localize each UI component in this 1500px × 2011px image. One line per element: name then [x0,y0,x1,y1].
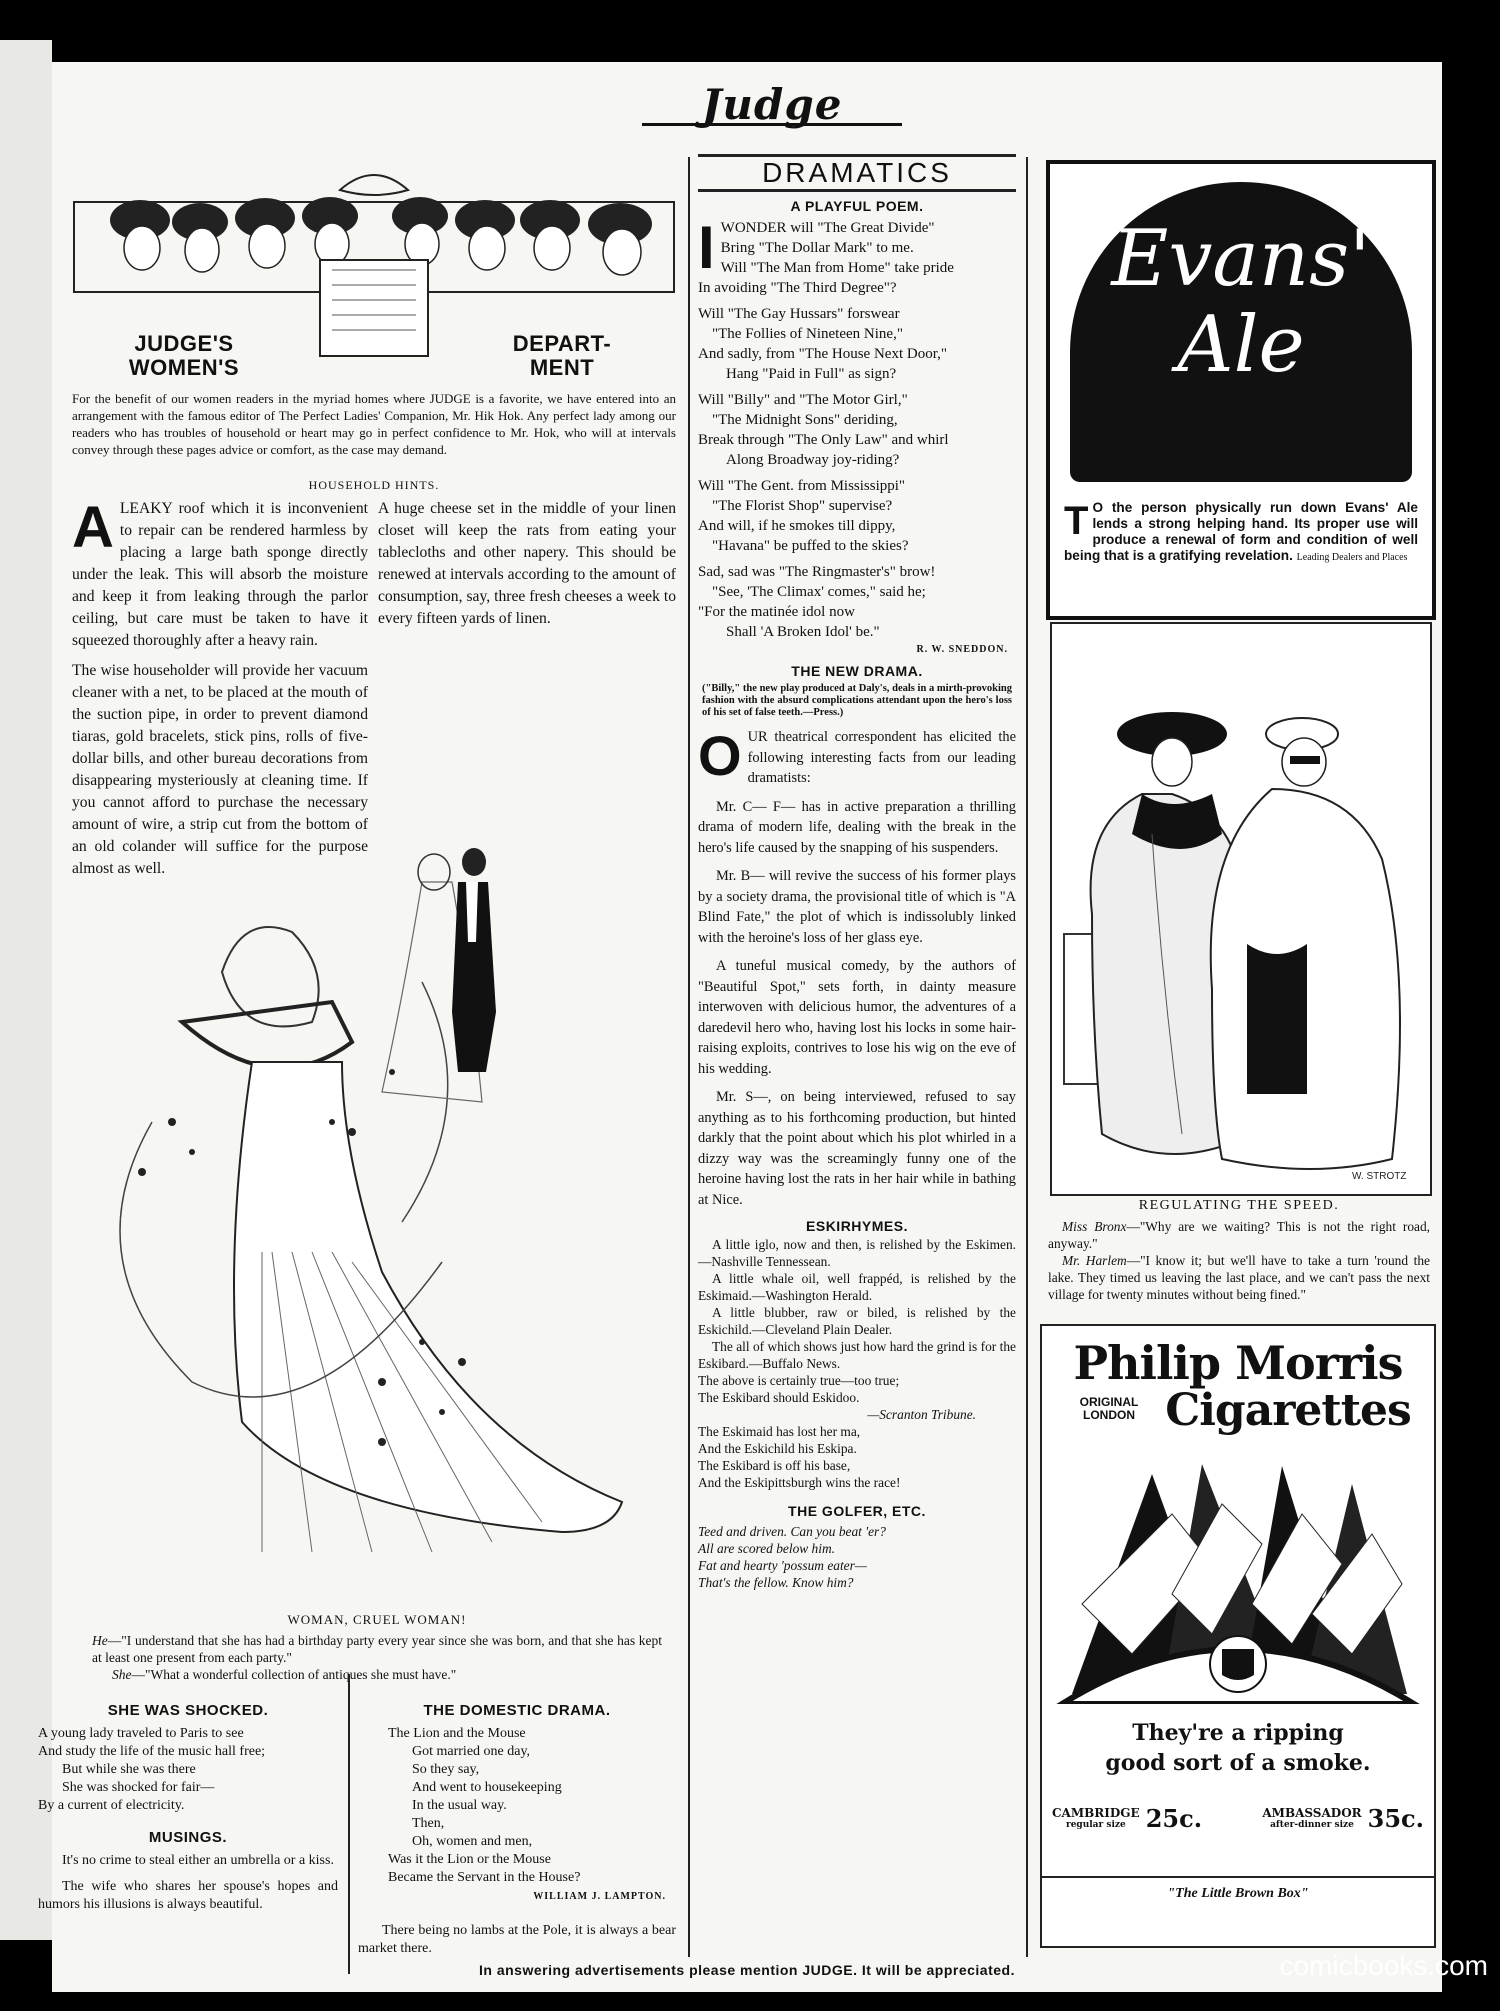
poem-line: Will "The Gent. from Mississippi" [698,478,906,494]
new-drama-p2: Mr. C— F— has in active preparation a thrilling drama of modern life, dealing with the break in the hero's life caused by the snapping of his suspenders. [698,798,1016,856]
womens-intro: For the benefit of our women readers in the myriad homes where JUDGE is a favorite, we have entered into an arrangement with the famous editor of The Perfect Ladies' Companion, Mr. Hik Hok. Any perfect lady among our readers who has troubles of household or heart may go in perfect confidence to Mr. Hok, who will at intervals convey through these pages advice or comfort, as the case may demand. [72,391,676,457]
evans-dealers: Leading Dealers and Places [1296,552,1408,563]
masthead [642,80,902,129]
caption-she-label: She [112,1667,132,1682]
magazine-page [38,62,1442,1992]
cartoon-left-title: WOMAN, CRUEL WOMAN! [287,1612,467,1627]
domestic-drama [358,1702,676,1958]
musings-p2: The wife who shares her spouse's hopes and humors his illusions is always beautiful. [38,1879,338,1912]
poem-line: "The Midnight Sons" deriding, [712,412,898,428]
poem-line: "For the matinée idol now [698,604,855,620]
pm-london: LONDON [1083,1408,1135,1422]
caption-mr-label: Mr. Harlem [1062,1253,1127,1268]
new-drama-body [698,724,1016,1210]
footer-notice: In answering advertisements please mention JUDGE. It will be appreciated. [479,1962,1015,1978]
pm-ambassador-size: after-dinner size [1270,1819,1354,1830]
poem-line: Along Broadway joy-riding? [726,452,900,468]
hints-paragraph-2: The wise householder will provide her vacuum cleaner with a net, to be placed at the mouth of the suction pipe, in order to prevent diamond tiaras, gold bracelets, stick pins, rolls of five-dollar bills, and other bureau decorations from disappearing mysteriously at cleaning time. If you cannot afford to purchase the necessary amount of wire, a strip cut from the bottom of an old colander will suffice for the purpose almost as well. [72,662,368,877]
esk-line: The above is certainly true—too true; [698,1373,900,1388]
poem-line: Became the Servant in the House? [388,1870,581,1885]
poem-author: R. W. SNEDDON. [916,644,1008,655]
playful-poem [698,214,1016,642]
philip-morris-ad [1040,1324,1436,1948]
poem-line: But while she was there [62,1762,196,1777]
poem-dropcap: I [698,214,715,281]
domestic-drama-title: THE DOMESTIC DRAMA. [423,1702,611,1719]
esk-line: And the Eskichild his Eskipa. [698,1441,857,1456]
cartoon-left-caption: He—"I understand that she has had a birthday party every year since she was born, and that she has kept at least one present from each party." She—"What a wonderful collection of antiques she must have." [92,1633,662,1682]
poem-line: In avoiding "The Third Degree"? [698,280,897,296]
poem-line: "The Florist Shop" supervise? [712,498,893,514]
poem-line: "Havana" be puffed to the skies? [712,538,909,554]
poem-line: By a current of electricity. [38,1798,185,1813]
new-drama-dropcap: O [698,724,742,787]
esk-p4: The all of which shows just how hard the grind is for the Eskibard.—Buffalo News. [698,1339,1016,1371]
household-hints-heading: HOUSEHOLD HINTS. [308,478,440,492]
poem-line: So they say, [412,1762,480,1777]
caption-he-text: "I understand that she has had a birthday party every year since she was born, and that she has kept at least one present from each party." [92,1633,662,1665]
pm-cigarette-fan [1052,1454,1424,1704]
esk-line: The Eskibard should Eskidoo. [698,1390,860,1405]
page-edge-left [0,40,52,1940]
pm-cambridge-size: regular size [1065,1819,1126,1830]
poem-line: Got married one day, [412,1744,531,1759]
poem-line: WONDER will "The Great Divide" [720,220,935,236]
poem-line: "See, 'The Climax' comes," said he; [712,584,926,600]
eskirhymes-body [698,1236,1016,1491]
new-drama-p4: A tuneful musical comedy, by the authors of "Beautiful Spot," sets forth, in dainty measure interwoven with delicious humor, the adventures of a daredevil hero who, having lost his locks in some hair-raising exploits, contrives to lose his wig on the eve of his wedding. [698,958,1016,1077]
womens-header-illustration [70,150,678,360]
she-was-shocked-title: SHE WAS SHOCKED. [107,1702,269,1719]
pm-slogan [1042,1718,1434,1778]
bottom-left-rule [348,1674,350,1974]
pm-product: Cigarettes [1165,1385,1411,1436]
caption-mr-text: —"I know it; but we'll have to take a turn 'round the lake. They timed us leaving the last place, and we can't pass the next village for twenty minutes without being fined." [1048,1253,1430,1302]
pm-cambridge [1052,1804,1202,1833]
poem-line: And sadly, from "The House Next Door," [698,346,947,362]
poem-line: And will, if he smokes till dippy, [698,518,896,534]
woman-gown-illustration [82,822,672,1602]
watermark: comicbooks.com [1279,1950,1488,1981]
new-drama-quote: ("Billy," the new play produced at Daly's, deals in a mirth-provoking fashion with the absurd complications attendant upon the hero's loss of his set of false teeth.—Press.) [702,683,1012,718]
hints-paragraph-1: LEAKY roof which it is inconvenient to repair can be rendered harmless by placing a large bath sponge directly under the leak. This will absorb the moisture and keep it from leaking through the parlor ceiling, but care must be taken to have it squeezed thoroughly after a heavy rain. [72,500,368,649]
evans-brand-line1: Evans' [1111,214,1371,304]
column-rule-1 [688,157,690,1957]
poem-line: Sad, sad was "The Ringmaster's" brow! [698,564,936,580]
poem-line: Will "The Gay Hussars" forswear [698,306,900,322]
poem-line: Will "Billy" and "The Motor Girl," [698,392,908,408]
musings-p1: It's no crime to steal either an umbrella or a kiss. [62,1853,334,1868]
esk-p3: A little blubber, raw or biled, is relished by the Eskichild.—Cleveland Plain Dealer. [698,1305,1016,1337]
womens-title-right: DEPART- MENT [512,331,612,380]
poem-line: "The Follies of Nineteen Nine," [712,326,903,342]
dramatics-title: DRAMATICS [698,154,1016,192]
poem-line: And went to housekeeping [412,1780,562,1795]
hints-paragraph-3: A huge cheese set in the middle of your linen closet will keep the rats from eating your tablecloths and other napery. This should be renewed at intervals according to the amount of consumption, say, three fresh cheeses a week to every fifteen yards of linen. [378,500,676,627]
hints-dropcap: A [72,495,114,560]
poem-line: In the usual way. [412,1798,507,1813]
evans-ale-brand [1050,216,1432,388]
golfer-line: Teed and driven. Can you beat 'er? [698,1524,886,1539]
evans-ale-copy [1064,500,1418,566]
domestic-drama-author: WILLIAM J. LAMPTON. [533,1891,666,1902]
regulating-speed-title: REGULATING THE SPEED. [1138,1198,1340,1213]
esk-line: The Eskibard is off his base, [698,1458,851,1473]
masthead-text: Judge [701,80,843,129]
regulating-speed-illustration [1050,622,1432,1196]
hints-column-2 [378,498,676,638]
pm-slogan-line2: good sort of a smoke. [1105,1750,1371,1776]
golfer-title: THE GOLFER, ETC. [788,1503,926,1519]
esk-line: —Scranton Tribune. [867,1407,976,1422]
dramatics-column [698,154,1016,1591]
new-drama-p3: Mr. B— will revive the success of his former plays by a society drama, the provisional title of which is "A Blind Fate," the plot of which is indissolubly linked with the heroine's loss of her glass eye. [698,868,1016,946]
pm-prices [1052,1804,1424,1833]
poem-line: Was it the Lion or the Mouse [388,1852,551,1867]
new-drama-title: THE NEW DRAMA. [791,663,923,679]
esk-p2: A little whale oil, well frappéd, is relished by the Eskimaid.—Washington Herald. [698,1271,1016,1303]
regulating-speed-caption [1048,1198,1430,1303]
pm-ambassador [1262,1804,1424,1833]
esk-line: And the Eskipittsburgh wins the race! [698,1475,901,1490]
pm-cambridge-price: 25c. [1145,1804,1203,1833]
poem-line: A young lady traveled to Paris to see [38,1726,244,1741]
cartoon-signature: W. STROTZ [1352,1171,1407,1182]
poem-line: Then, [412,1816,445,1831]
golfer-line: Fat and hearty 'possum eater— [698,1558,867,1573]
poem-line: Will "The Man from Home" take pride [720,260,954,276]
she-was-shocked [38,1702,338,1922]
womens-title-left: JUDGE'S WOMEN'S [128,331,240,380]
evans-dropcap: T [1064,499,1089,543]
playful-poem-title: A PLAYFUL POEM. [790,198,924,214]
poem-line: Bring "The Dollar Mark" to me. [720,240,914,256]
pm-origin [1064,1396,1154,1422]
pm-cambridge-name: CAMBRIDGE [1052,1805,1140,1820]
pm-ambassador-name: AMBASSADOR [1262,1805,1362,1820]
golfer-line: That's the fellow. Know him? [698,1575,854,1590]
pm-box: "The Little Brown Box" [1167,1886,1309,1901]
pole-joke: There being no lambs at the Pole, it is always a bear market there. [358,1923,676,1956]
evans-ale-ad [1046,160,1436,620]
caption-she-text: "What a wonderful collection of antiques she must have." [145,1667,457,1682]
new-drama-p1: UR theatrical correspondent has elicited the following interesting facts from our leading dramatists: [747,729,1016,786]
poem-line: Shall 'A Broken Idol' be." [726,624,880,640]
esk-line: The Eskimaid has lost her ma, [698,1424,861,1439]
eskirhymes-title: ESKIRHYMES. [806,1218,908,1234]
caption-he-label: He [92,1633,108,1648]
poem-line: The Lion and the Mouse [388,1726,526,1741]
pm-brand: Philip Morris [1073,1336,1403,1390]
poem-line: Break through "The Only Law" and whirl [698,432,949,448]
caption-miss-text: —"Why are we waiting? This is not the right road, anyway." [1048,1219,1430,1251]
caption-miss-label: Miss Bronx [1062,1219,1127,1234]
evans-brand-line2: Ale [1177,300,1305,390]
pm-original: ORIGINAL [1079,1395,1139,1409]
pm-ambassador-price: 35c. [1367,1804,1424,1833]
esk-p1: A little iglo, now and then, is relished by the Eskimen.—Nashville Tennessean. [698,1237,1016,1269]
column-rule-2 [1026,157,1028,1957]
poem-line: Oh, women and men, [412,1834,533,1849]
poem-line: She was shocked for fair— [62,1780,215,1795]
pm-slogan-line1: They're a ripping [1132,1720,1344,1746]
musings-title: MUSINGS. [148,1829,228,1846]
new-drama-p5: Mr. S—, on being interviewed, refused to say anything as to his forthcoming production, but hinted darkly that the point about which his plot whirled in a dizzy way was the screamingly funny one of the heroine having lost the rats in her hair while in bathing at Nice. [698,1089,1016,1208]
golfer-poem [698,1523,1016,1591]
poem-line: Hang "Paid in Full" as sign? [726,366,897,382]
golfer-line: All are scored below him. [698,1541,835,1556]
evans-text: O the person physically run down Evans' Ale lends a strong helping hand. Its proper use will produce a renewal of form and condition of well being that is a gratifying revelation. [1064,500,1418,563]
poem-line: And study the life of the music hall free; [38,1744,266,1759]
